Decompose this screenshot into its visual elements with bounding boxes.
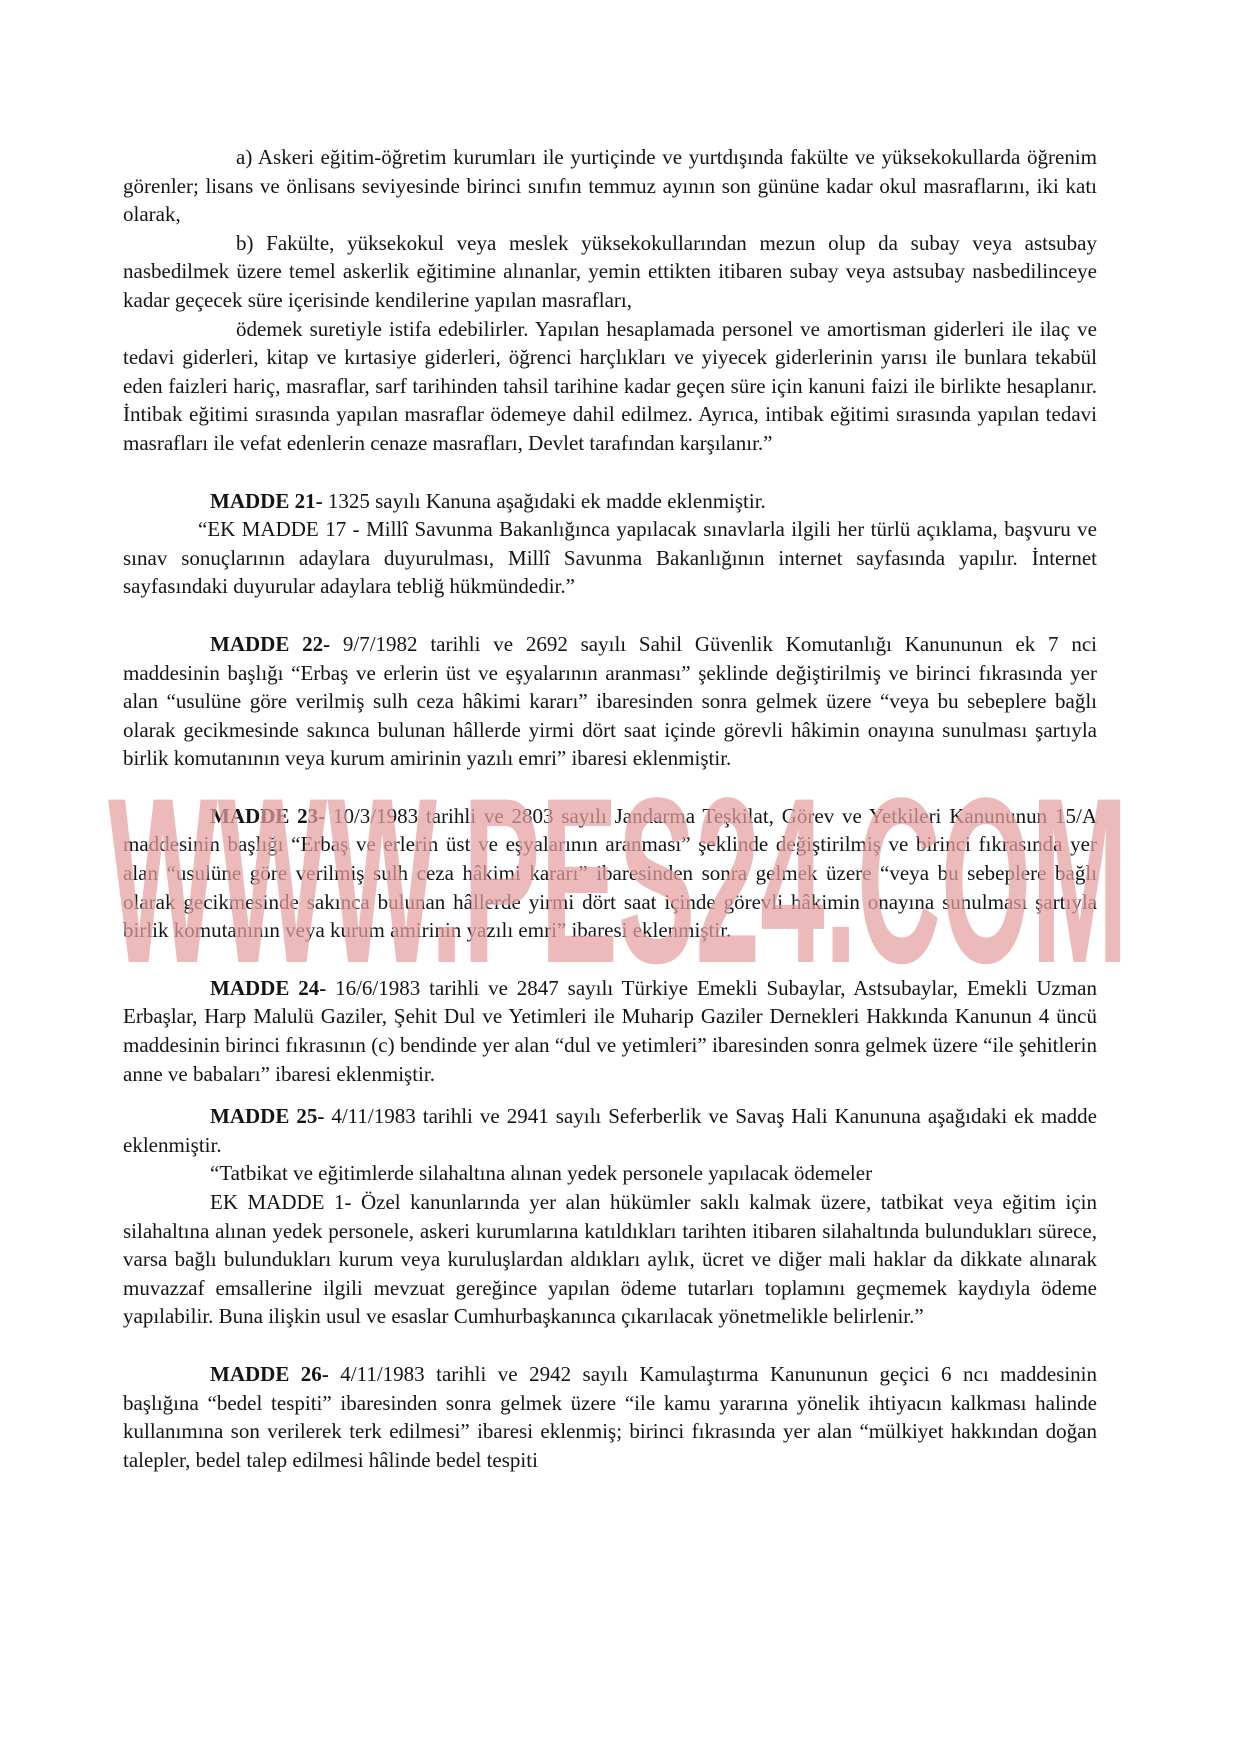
madde-26-text: 4/11/1983 tarihli ve 2942 sayılı Kamulaştırma Kanununun geçici 6 ncı maddesinin başlığına “bedel tespiti” ibaresinden sonra gelmek üzere “ile kamu yararına yönelik ihtiyacın kalkması halinde kullanımına son verilerek terk edilmesi” ibaresi eklenmiş; birinci fıkrasında yer alan “mülkiyet hakkından doğan talepler, bedel talep edilmesi hâlinde bedel tespiti: [123, 1361, 1097, 1472]
madde-25: [123, 1102, 1097, 1159]
madde-23: [123, 802, 1097, 945]
spacer: [123, 1331, 1097, 1360]
madde-21-heading: MADDE 21-: [210, 488, 323, 513]
spacer: [123, 458, 1097, 487]
madde-25-heading: MADDE 25-: [210, 1104, 325, 1129]
spacer: [123, 601, 1097, 630]
madde-24: [123, 974, 1097, 1088]
spacer: [123, 773, 1097, 802]
document-body: [123, 143, 1097, 1474]
ek-madde-1: EK MADDE 1- Özel kanunlarında yer alan hükümler saklı kalmak üzere, tatbikat veya eğitim için silahaltına alınan yedek personele, askeri kurumlarına katıldıkları tarihten itibaren silahaltında bulundukları sürece, varsa bağlı bulundukları kurum veya kuruluşlardan aldıkları aylık, ücret ve diğer mali haklar da dikkate alınarak muvazzaf emsallerine ilgili mevzuat gereğince yapılan ödeme tutarları toplamını geçmemek kaydıyla ödeme yapılabilir. Buna ilişkin usul ve esaslar Cumhurbaşkanınca çıkarılacak yönetmelikle belirlenir.”: [123, 1190, 1097, 1329]
madde-25-text: 4/11/1983 tarihli ve 2941 sayılı Seferberlik ve Savaş Hali Kanununa aşağıdaki ek madde eklenmiştir.: [123, 1104, 1097, 1157]
madde-22: [123, 630, 1097, 773]
ek-madde-1-title: “Tatbikat ve eğitimlerde silahaltına alınan yedek personele yapılacak ödemeler: [210, 1161, 873, 1186]
madde-24-heading: MADDE 24-: [210, 975, 327, 1000]
madde-26: [123, 1360, 1097, 1474]
paragraph-istifa: ödemek suretiyle istifa edebilirler. Yapılan hesaplamada personel ve amortisman giderleri ile ilaç ve tedavi giderleri, kitap ve kırtasiye giderleri, öğrenci harçlıkları ve yiyecek giderlerinin yarısı ile bunlara tekabül eden faizleri hariç, masraflar, sarf tarihinden tahsil tarihine kadar geçen süre için kanuni faizi ile birlikte hesaplanır. İntibak eğitimi sırasında yapılan masraflar ödemeye dahil edilmez. Ayrıca, intibak eğitimi sırasında yapılan tedavi masrafları ile vefat edenlerin cenaze masrafları, Devlet tarafından karşılanır.”: [123, 316, 1097, 455]
spacer: [123, 1088, 1097, 1102]
spacer: [123, 945, 1097, 974]
watermark-text: WWW.PES24.COM: [108, 790, 1128, 970]
ek-madde-17: “EK MADDE 17 - Millî Savunma Bakanlığınca yapılacak sınavlarla ilgili her türlü açıklama, başvuru ve sınav sonuçlarının adaylara duyurulması, Millî Savunma Bakanlığının internet sayfasında yapılır. İnternet sayfasındaki duyurular adaylara tebliğ hükmündedir.”: [123, 517, 1097, 599]
madde-24-text: 16/6/1983 tarihli ve 2847 sayılı Türkiye Emekli Subaylar, Astsubaylar, Emekli Uzman Erbaşlar, Harp Malulü Gaziler, Şehit Dul ve Yetimleri ile Muharip Gaziler Dernekleri Hakkında Kanunun 4 üncü maddesinin birinci fıkrasının (c) bendinde yer alan “dul ve yetimleri” ibaresinden sonra gelmek üzere “ile şehitlerin anne ve babaları” ibaresi eklenmiştir.: [123, 975, 1097, 1086]
madde-22-heading: MADDE 22-: [210, 631, 331, 656]
madde-22-text: 9/7/1982 tarihli ve 2692 sayılı Sahil Güvenlik Komutanlığı Kanununun ek 7 nci maddesinin başlığı “Erbaş ve erlerin üst ve eşyalarının aranması” şeklinde değiştirilmiş ve birinci fıkrasında yer alan “usulüne göre verilmiş sulh ceza hâkimi kararı” ibaresinden sonra gelmek üzere “veya bu sebeplere bağlı olarak gecikmesinde sakınca bulunan hâllerde yirmi dört saat içinde görevli hâkimin onayına sunulması şartıyla birlik komutanının veya kurum amirinin yazılı emri” ibaresi eklenmiştir.: [123, 631, 1097, 771]
madde-23-heading: MADDE 23-: [210, 803, 326, 828]
paragraph-a: a) Askeri eğitim-öğretim kurumları ile yurtiçinde ve yurtdışında fakülte ve yüksekokullarda öğrenim görenler; lisans ve önlisans seviyesinde birinci sınıfın temmuz ayının son gününe kadar okul masraflarını, iki katı olarak,: [123, 145, 1097, 227]
madde-23-text: 10/3/1983 tarihli ve 2803 sayılı Jandarma Teşkilat, Görev ve Yetkileri Kanununun 15/A maddesinin başlığı “Erbaş ve erlerin üst ve eşyalarının aranması” şeklinde değiştirilmiş ve birinci fıkrasında yer alan “usulüne göre verilmiş sulh ceza hâkimi kararı” ibaresinden sonra gelmek üzere “veya bu sebeplere bağlı olarak gecikmesinde sakınca bulunan hâllerde yirmi dört saat içinde görevli hâkimin onayına sunulması şartıyla birlik komutanının veya kurum amirinin yazılı emri” ibaresi eklenmiştir.: [123, 803, 1097, 943]
madde-21: [123, 487, 1097, 516]
paragraph-b: b) Fakülte, yüksekokul veya meslek yüksekokullarından mezun olup da subay veya astsubay nasbedilmek üzere temel askerlik eğitimine alınanlar, yemin ettikten itibaren subay veya astsubay nasbedilinceye kadar geçecek süre içerisinde kendilerine yapılan masrafları,: [123, 230, 1097, 312]
madde-21-text: 1325 sayılı Kanuna aşağıdaki ek madde eklenmiştir.: [327, 488, 766, 513]
madde-26-heading: MADDE 26-: [210, 1361, 329, 1386]
